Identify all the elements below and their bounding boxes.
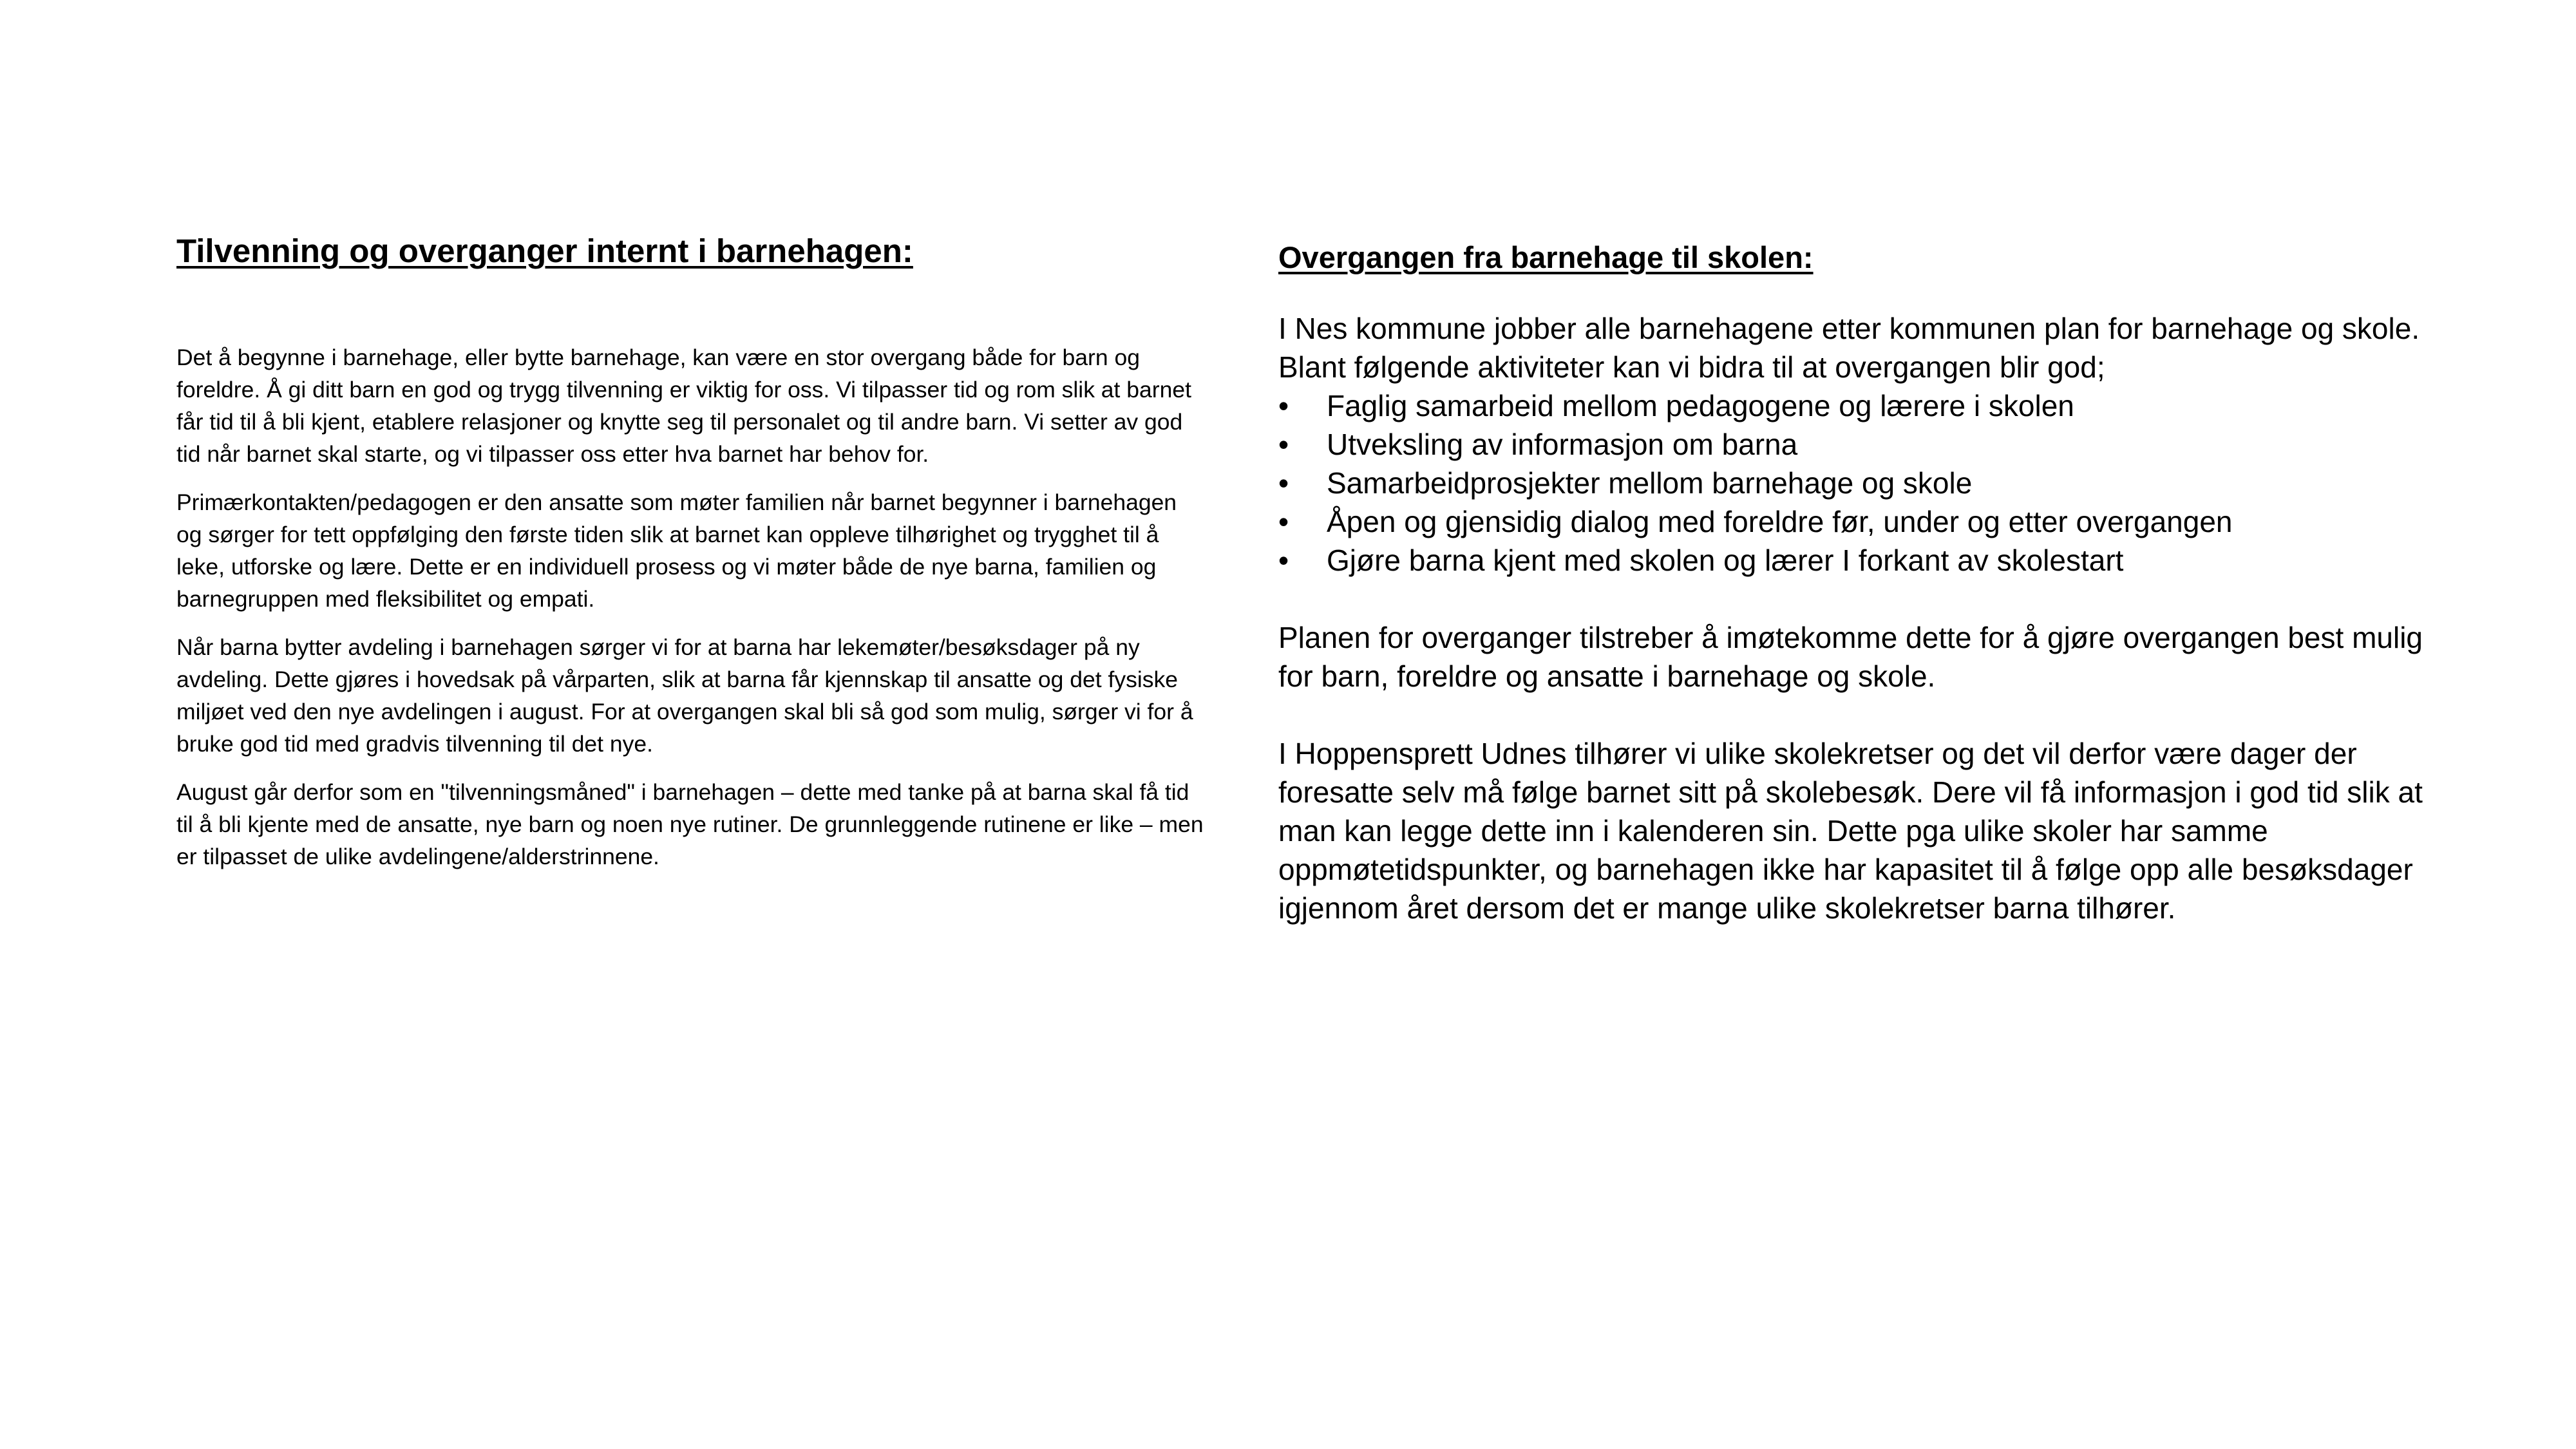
list-item [1278, 541, 2450, 580]
list-item [1278, 502, 2450, 541]
left-paragraph-2: Primærkontakten/pedagogen er den ansatte som møter familien når barnet begynner i barnehagen og sørger for tett oppfølging den første tiden slik at barnet kan oppleve tilhørighet og trygghet til å leke, utforske og lære. Dette er en individuell prosess og vi møter både de nye barna, familien og barnegruppen med fleksibilitet og empati. [176, 489, 1177, 612]
list-item-text: Åpen og gjensidig dialog med foreldre før, under og etter overgangen [1327, 505, 2233, 538]
spacer [1278, 580, 2450, 618]
list-item [1278, 425, 2450, 464]
left-paragraph-4: August går derfor som en "tilvenningsmåned" i barnehagen – dette med tanke på at barna skal få tid til å bli kjente med de ansatte, nye barn og noen nye rutiner. De grunnleggende rutinene er like – men er tilpasset de ulike avdelingene/alderstrinnene. [176, 779, 1204, 869]
list-item [1278, 386, 2450, 425]
list-item-text: Samarbeidprosjekter mellom barnehage og skole [1327, 466, 1973, 500]
list-item-text: Utveksling av informasjon om barna [1327, 428, 1798, 461]
right-body [1278, 309, 2450, 927]
list-item-text: Gjøre barna kjent med skolen og lærer I forkant av skolestart [1327, 544, 2124, 577]
right-column [1278, 235, 2450, 927]
right-paragraph-3: I Hoppensprett Udnes tilhører vi ulike skolekretser og det vil derfor være dager der foresatte selv må følge barnet sitt på skolebesøk. Dere vil få informasjon i god tid slik at man kan legge dette inn i kalenderen sin. Dette pga ulike skoler har samme oppmøtetidspunkter, og barnehagen ikke har kapasitet til å følge opp alle besøksdager igjennom året dersom det er mange ulike skolekretser barna tilhører. [1278, 737, 2423, 925]
list-item [1278, 464, 2450, 502]
left-body [176, 341, 1207, 873]
bullet-icon: • [1278, 544, 1289, 577]
bullet-icon: • [1278, 505, 1289, 538]
right-intro: I Nes kommune jobber alle barnehagene etter kommunen plan for barnehage og skole. Blant følgende aktiviteter kan vi bidra til at overgangen blir god; [1278, 312, 2420, 384]
bullet-icon: • [1278, 389, 1289, 422]
left-paragraph-1: Det å begynne i barnehage, eller bytte barnehage, kan være en stor overgang både for barn og foreldre. Å gi ditt barn en god og trygg tilvenning er viktig for oss. Vi tilpasser tid og rom slik at barnet får tid til å bli kjent, etablere relasjoner og knytte seg til personalet og til andre barn. Vi setter av god tid når barnet skal starte, og vi tilpasser oss etter hva barnet har behov for. [176, 345, 1191, 467]
bullet-icon: • [1278, 466, 1289, 500]
left-column [176, 229, 1207, 889]
right-heading: Overgangen fra barnehage til skolen: [1278, 240, 1814, 274]
bullet-icon: • [1278, 428, 1289, 461]
right-paragraph-2: Planen for overganger tilstreber å imøtekomme dette for å gjøre overgangen best mulig for barn, foreldre og ansatte i barnehage og skole. [1278, 621, 2423, 693]
activity-list [1278, 386, 2450, 580]
list-item-text: Faglig samarbeid mellom pedagogene og lærere i skolen [1327, 389, 2074, 422]
left-paragraph-3: Når barna bytter avdeling i barnehagen sørger vi for at barna har lekemøter/besøksdager på ny avdeling. Dette gjøres i hovedsak på vårparten, slik at barna får kjennskap til ansatte og det fysiske miljøet ved den nye avdelingen i august. For at overgangen skal bli så god som mulig, sørger vi for å bruke god tid med gradvis tilvenning til det nye. [176, 634, 1193, 757]
left-heading: Tilvenning og overganger internt i barnehagen: [176, 232, 913, 269]
spacer [1278, 696, 2450, 734]
